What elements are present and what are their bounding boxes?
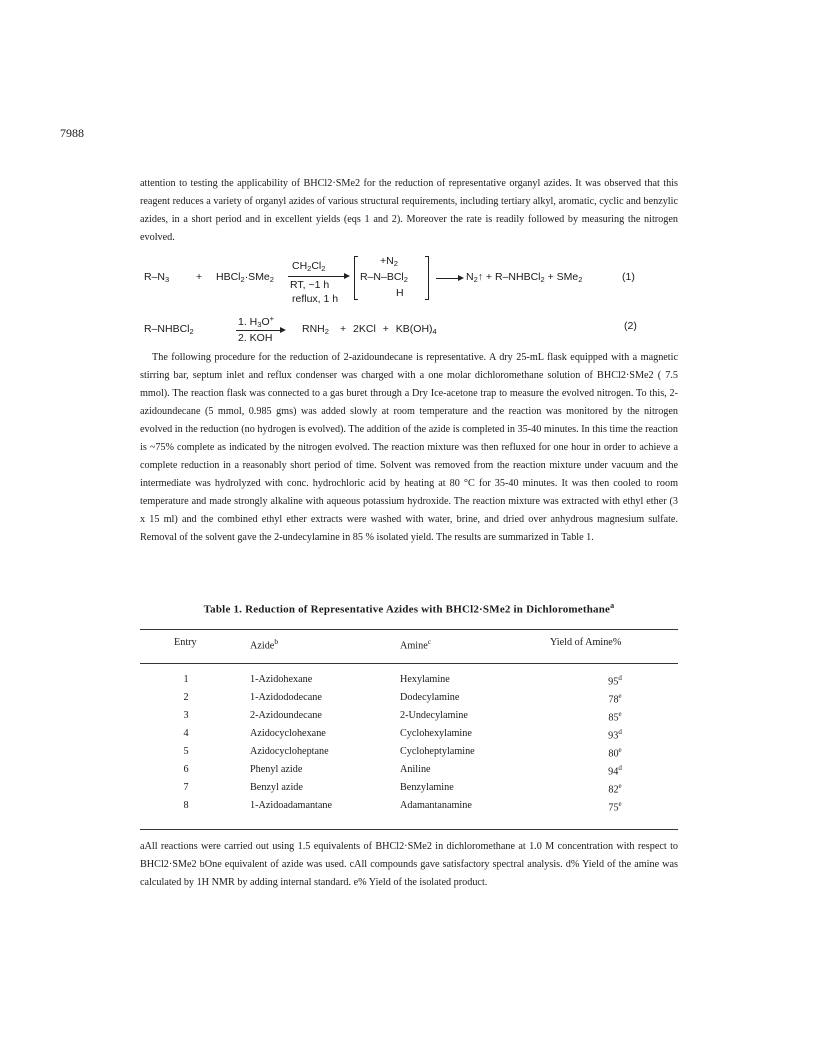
cell-amine: Aniline	[400, 764, 431, 775]
eq1-bracket-right-top	[425, 256, 429, 257]
paragraph-intro: attention to testing the applicability of BHCl2·SMe2 for the reduction of representative organyl azides. It was observed that this reagent reduces a variety of organyl azides of various structural requirements, including tertiary alkyl, aromatic, cyclic and benzylic azides, in a short period and in excellent yields (eqs 1 and 2). Moreover the rate is readily followed by measuring the nitrogen evolved.	[140, 178, 678, 243]
equation-2	[140, 314, 678, 344]
cell-amine: Cyclohexylamine	[400, 728, 472, 739]
cell-amine: Cycloheptylamine	[400, 746, 475, 757]
eq1-product-arrowhead	[458, 275, 464, 281]
table-header-entry: Entry	[174, 637, 197, 648]
table-row	[140, 764, 678, 780]
table-header-amine: Amine$^c$	[400, 637, 432, 652]
cell-yield: 94$^d$	[608, 764, 622, 778]
cell-azide: 1-Azidohexane	[250, 674, 313, 685]
cell-yield: 93$^d$	[608, 728, 622, 742]
cell-entry: 6	[183, 764, 189, 775]
eq1-reactant: $R-N_3$	[144, 271, 170, 284]
eq2-reactant: R–NHBCl$_2$	[144, 323, 194, 336]
table-header-rule	[140, 663, 678, 664]
table-row	[140, 692, 678, 708]
cell-amine: Dodecylamine	[400, 692, 460, 703]
eq1-bracket-right-bottom	[425, 299, 429, 300]
eq1-number: (1)	[622, 271, 635, 283]
cell-amine: Hexylamine	[400, 674, 450, 685]
eq1-bracket-left-top	[354, 256, 358, 257]
cell-entry: 1	[183, 674, 189, 685]
table-top-rule	[140, 629, 678, 630]
eq2-number: (2)	[624, 320, 637, 332]
eq2-arrowhead	[280, 327, 286, 333]
eq1-below-arrow: RT, ~1 h	[290, 279, 330, 291]
eq1-plus: +	[196, 271, 203, 283]
eq2-above-arrow: 1. $H_3O^+$	[238, 314, 274, 329]
table-header-yield: Yield of Amine%	[550, 637, 622, 648]
table-row	[140, 782, 678, 798]
cell-azide: Azidocycloheptane	[250, 746, 329, 757]
cell-yield: 75e	[608, 800, 622, 814]
eq2-product-tail: + $2KCl + KB(OH)_4$	[340, 323, 437, 336]
cell-amine: 2-Undecylamine	[400, 710, 468, 721]
eq1-bracket-right	[428, 256, 429, 300]
eq1-intermediate-mid: R–N–BCl$_2$	[360, 271, 408, 284]
table-row	[140, 800, 678, 816]
cell-entry: 7	[183, 782, 189, 793]
eq1-below-bracket: reflux, 1 h	[292, 293, 339, 305]
cell-azide: Phenyl azide	[250, 764, 303, 775]
page-number: 7988	[60, 126, 84, 140]
cell-yield: 95$^d$	[608, 674, 622, 688]
eq1-arrowhead	[344, 273, 350, 279]
eq1-intermediate-bottom: H	[396, 287, 404, 299]
cell-azide: 2-Azidoundecane	[250, 710, 322, 721]
table-row	[140, 746, 678, 762]
cell-entry: 5	[183, 746, 189, 757]
cell-azide: Azidocyclohexane	[250, 728, 326, 739]
eq2-product: $RNH_2$	[302, 323, 329, 336]
cell-azide: Benzyl azide	[250, 782, 303, 793]
table-bottom-rule	[140, 829, 678, 830]
equation-1	[140, 255, 678, 305]
cell-entry: 2	[183, 692, 189, 703]
cell-azide: 1-Azidododecane	[250, 692, 322, 703]
eq2-reaction-arrow	[236, 330, 282, 331]
cell-entry: 3	[183, 710, 189, 721]
table-row	[140, 674, 678, 690]
cell-amine: Benzylamine	[400, 782, 454, 793]
cell-yield: 85e	[608, 710, 622, 724]
table-header-azide: Azide$^b$	[250, 637, 279, 652]
eq1-bracket-left	[354, 256, 355, 300]
table-footnotes: aAll reactions were carried out using 1.5 equivalents of BHCl2·SMe2 in dichloromethane at 1.0 M concentration with respect to BHCl2·SMe2 bOne equivalent of azide was used. cAll compounds gave satisfactory spectral analysis. d% Yield of the amine was calculated by 1H NMR by adding internal standard. e% Yield of the isolated product.	[140, 841, 678, 888]
eq1-reaction-arrow	[288, 276, 346, 277]
paragraph-procedure: The following procedure for the reduction of 2-azidoundecane is representative. A dry 25-mL flask equipped with a magnetic stirring bar, septum inlet and reflux condenser was charged with a one molar dichloromethane solution of BHCl2·SMe2 ( 7.5 mmol). The reaction flask was connected to a gas buret through a Dry Ice-acetone trap to measure the evolved nitrogen. To this, 2-azidoundecane (5 mmol, 0.985 gms) was added slowly at room temperature and the reaction was monitored by the nitrogen evolved in the reduction (no hydrogen is evolved). The addition of the azide is completed in 35-40 minutes. In this time the reaction is ~75% complete as indicated by the nitrogen evolved. The reaction mixture was then refluxed for one hour in order to achieve a complete reduction in a reasonably short period of time. Solvent was removed from the reaction mixture under vacuum and the intermediate was hydrolyzed with conc. hydrochloric acid by heating at 80 °C for 35-40 minutes. It was then cooled to room temperature and made strongly alkaline with aqueous potassium hydroxide. The reaction mixture was extracted with ethyl ether (3 x 15 ml) and the combined ethyl ether extracts were washed with water, brine, and dried over anhydrous magnesium sulfate. Removal of the solvent gave the 2-undecylamine in 85 % isolated yield. The results are summarized in Table 1.	[140, 352, 678, 543]
table-row	[140, 728, 678, 744]
eq1-intermediate-top: $+N_2$	[380, 255, 398, 268]
eq1-product: $N_2↑$ + R–NHBCl$_2$ + SMe$_2$	[466, 271, 583, 284]
table-title: Table 1. Reduction of Representative Azides with BHCl2·SMe2 in Dichloromethane$^a$	[203, 601, 615, 616]
eq1-bracket-left-bottom	[354, 299, 358, 300]
cell-yield: 78e	[608, 692, 622, 706]
eq1-above-arrow: $CH_2Cl_2$	[292, 260, 326, 273]
eq1-product-arrow	[436, 278, 460, 279]
cell-amine: Adamantanamine	[400, 800, 472, 811]
table-header-row	[140, 637, 678, 653]
cell-azide: 1-Azidoadamantane	[250, 800, 333, 811]
cell-entry: 4	[183, 728, 189, 739]
eq1-reagent: HBCl$_2$·SMe$_2$	[216, 271, 274, 284]
eq2-below-arrow: 2. KOH	[238, 332, 273, 344]
cell-entry: 8	[183, 800, 189, 811]
cell-yield: 82e	[608, 782, 622, 796]
cell-yield: 80e	[608, 746, 622, 760]
table-row	[140, 710, 678, 726]
